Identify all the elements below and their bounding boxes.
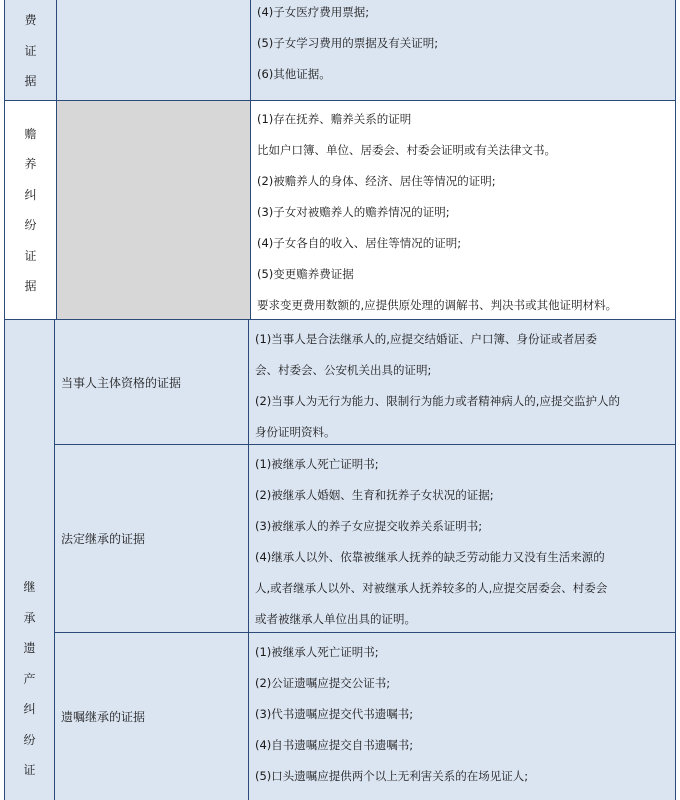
category-char: 纠	[23, 702, 36, 716]
content-cell	[249, 445, 676, 632]
content-line: (3)代书遗嘱应提交代书遗嘱书;	[255, 707, 414, 721]
content-line: (6)其他证据。	[257, 67, 331, 81]
category-char: 据	[24, 279, 37, 293]
content-line: 人,或者继承人以外、对被继承人抚养较多的人,应提交居委会、村委会	[255, 581, 608, 595]
content-line: 要求变更费用数额的,应提供原处理的调解书、判决书或其他证明材料。	[257, 298, 618, 312]
content-cell	[251, 101, 676, 319]
content-line: 或者被继承人单位出具的证明。	[255, 612, 416, 626]
content-cell	[249, 633, 676, 800]
content-line: (3)子女对被赡养人的赡养情况的证明;	[257, 205, 450, 219]
content-line: (2)被赡养人的身体、经济、居住等情况的证明;	[257, 174, 496, 188]
content-line: (4)子女医疗费用票据;	[257, 5, 370, 19]
category-cell	[4, 101, 57, 319]
content-line: (4)子女各自的收入、居住等情况的证明;	[257, 236, 462, 250]
subcategory-cell	[57, 0, 251, 100]
category-char: 证	[24, 43, 37, 58]
category-char: 证	[23, 763, 36, 777]
category-char: 产	[23, 671, 36, 686]
table-row	[4, 0, 676, 101]
content-line: 身份证明资料。	[255, 425, 336, 439]
subcategory-cell	[57, 101, 251, 319]
subcategory-cell	[55, 633, 249, 800]
content-line: (2)被继承人婚姻、生育和抚养子女状况的证据;	[255, 488, 494, 502]
category-char: 纠	[24, 187, 37, 202]
subsection-group	[55, 320, 676, 800]
content-line: (1)当事人是合法继承人的,应提交结婚证、户口簿、身份证或者居委	[255, 332, 597, 346]
category-char: 养	[24, 157, 37, 171]
content-line: (5)变更赡养费证据	[257, 267, 354, 281]
category-char: 证	[24, 248, 37, 263]
content-line: (2)公证遗嘱应提交公证书;	[255, 676, 391, 690]
category-cell	[4, 320, 55, 800]
content-line: 会、村委会、公安机关出具的证明;	[255, 363, 432, 377]
content-line: (5)子女学习费用的票据及有关证明;	[257, 36, 439, 50]
content-line: (1)存在抚养、赡养关系的证明	[257, 112, 412, 126]
subcategory-cell	[55, 320, 249, 444]
content-cell	[251, 0, 676, 100]
subsection-row	[55, 445, 676, 633]
content-line: (1)被继承人死亡证明书;	[255, 645, 379, 659]
content-line: (4)自书遗嘱应提交自书遗嘱书;	[255, 738, 414, 752]
content-cell	[249, 320, 676, 444]
content-line: (1)被继承人死亡证明书;	[255, 457, 379, 471]
subsection-row	[55, 320, 676, 445]
content-line: (5)口头遗嘱应提供两个以上无利害关系的在场见证人;	[255, 769, 529, 783]
category-char: 费	[24, 13, 37, 28]
category-cell	[4, 0, 57, 100]
table-row	[4, 320, 676, 800]
content-line: 比如户口簿、单位、居委会、村委会证明或有关法律文书。	[257, 143, 556, 157]
evidence-table	[4, 0, 676, 800]
subsection-row	[55, 633, 676, 800]
category-char: 据	[24, 74, 37, 89]
content-line: (3)被继承人的养子女应提交收养关系证明书;	[255, 519, 483, 533]
category-char: 承	[23, 610, 36, 625]
subcategory-label: 法定继承的证据	[61, 532, 146, 546]
category-char: 继	[23, 580, 36, 594]
category-char: 纷	[23, 732, 36, 747]
content-line: (2)当事人为无行为能力、限制行为能力或者精神病人的,应提交监护人的	[255, 394, 620, 408]
subcategory-cell	[55, 445, 249, 632]
subcategory-label: 当事人主体资格的证据	[61, 375, 182, 390]
table-row	[4, 101, 676, 320]
category-char: 遗	[23, 641, 36, 655]
content-line: (4)继承人以外、依靠被继承人抚养的缺乏劳动能力又没有生活来源的	[255, 550, 605, 564]
category-char: 赡	[24, 126, 37, 141]
category-char: 纷	[24, 218, 37, 232]
subcategory-label: 遗嘱继承的证据	[61, 710, 146, 724]
